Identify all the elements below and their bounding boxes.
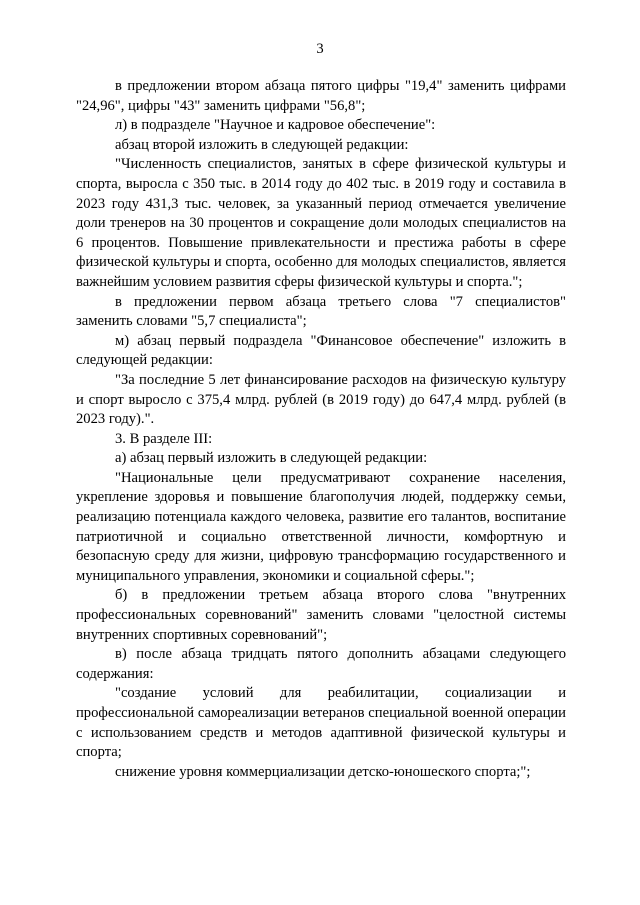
paragraph: б) в предложении третьем абзаца второго слова "внутренних профессиональных соревнований" заменить словами "целостной системы внутренних спортивных соревнований"; — [76, 587, 566, 643]
paragraph: в предложении первом абзаца третьего слова "7 специалистов" заменить словами "5,7 специалиста"; — [76, 293, 566, 330]
paragraph: снижение уровня коммерциализации детско-юношеского спорта;"; — [115, 763, 531, 780]
paragraph: "Национальные цели предусматривают сохранение населения, укрепление здоровья и повышение благополучия людей, поддержку семьи, реализацию потенциала каждого человека, развитие его талантов, воспитание патриотичной и социально ответственной личности, комфортную и безопасную среду для жизни, цифровую трансформацию государственного и муниципального управления, экономики и социальной сферы."; — [76, 469, 566, 584]
paragraph: в предложении втором абзаца пятого цифры "19,4" заменить цифрами "24,96", цифры "43" заменить цифрами "56,8"; — [76, 78, 566, 114]
paragraph: л) в подразделе "Научное и кадровое обеспечение": — [115, 117, 436, 134]
paragraph: а) абзац первый изложить в следующей редакции: — [115, 450, 428, 467]
paragraph: м) абзац первый подраздела "Финансовое обеспечение" изложить в следующей редакции: — [76, 332, 566, 369]
paragraph: абзац второй изложить в следующей редакции: — [115, 136, 409, 153]
document-body — [76, 77, 566, 782]
paragraph: "Численность специалистов, занятых в сфере физической культуры и спорта, выросла с 350 тыс. в 2014 году до 402 тыс. в 2019 году и составила в 2023 году 431,3 тыс. человек, за указанный период отмечается увеличение доли тренеров на 30 процентов и сокращение доли молодых специалистов на 6 процентов. Повышение привлекательности и престижа работы в сфере физической культуры и спорта, особенно для молодых специалистов, является важнейшим условием развития сферы физической культуры и спорта."; — [76, 156, 566, 290]
paragraph: 3. В разделе III: — [115, 430, 213, 447]
page-number: 3 — [316, 41, 324, 57]
paragraph: "создание условий для реабилитации, социализации и профессиональной самореализации ветеранов специальной военной операции с использованием средств и методов адаптивной физической культуры и спорта; — [76, 685, 566, 761]
paragraph: в) после абзаца тридцать пятого дополнить абзацами следующего содержания: — [76, 646, 566, 682]
paragraph: "За последние 5 лет финансирование расходов на физическую культуру и спорт выросло с 375,4 млрд. рублей (в 2019 году) до 647,4 млрд. рублей (в 2023 году).". — [76, 371, 566, 428]
